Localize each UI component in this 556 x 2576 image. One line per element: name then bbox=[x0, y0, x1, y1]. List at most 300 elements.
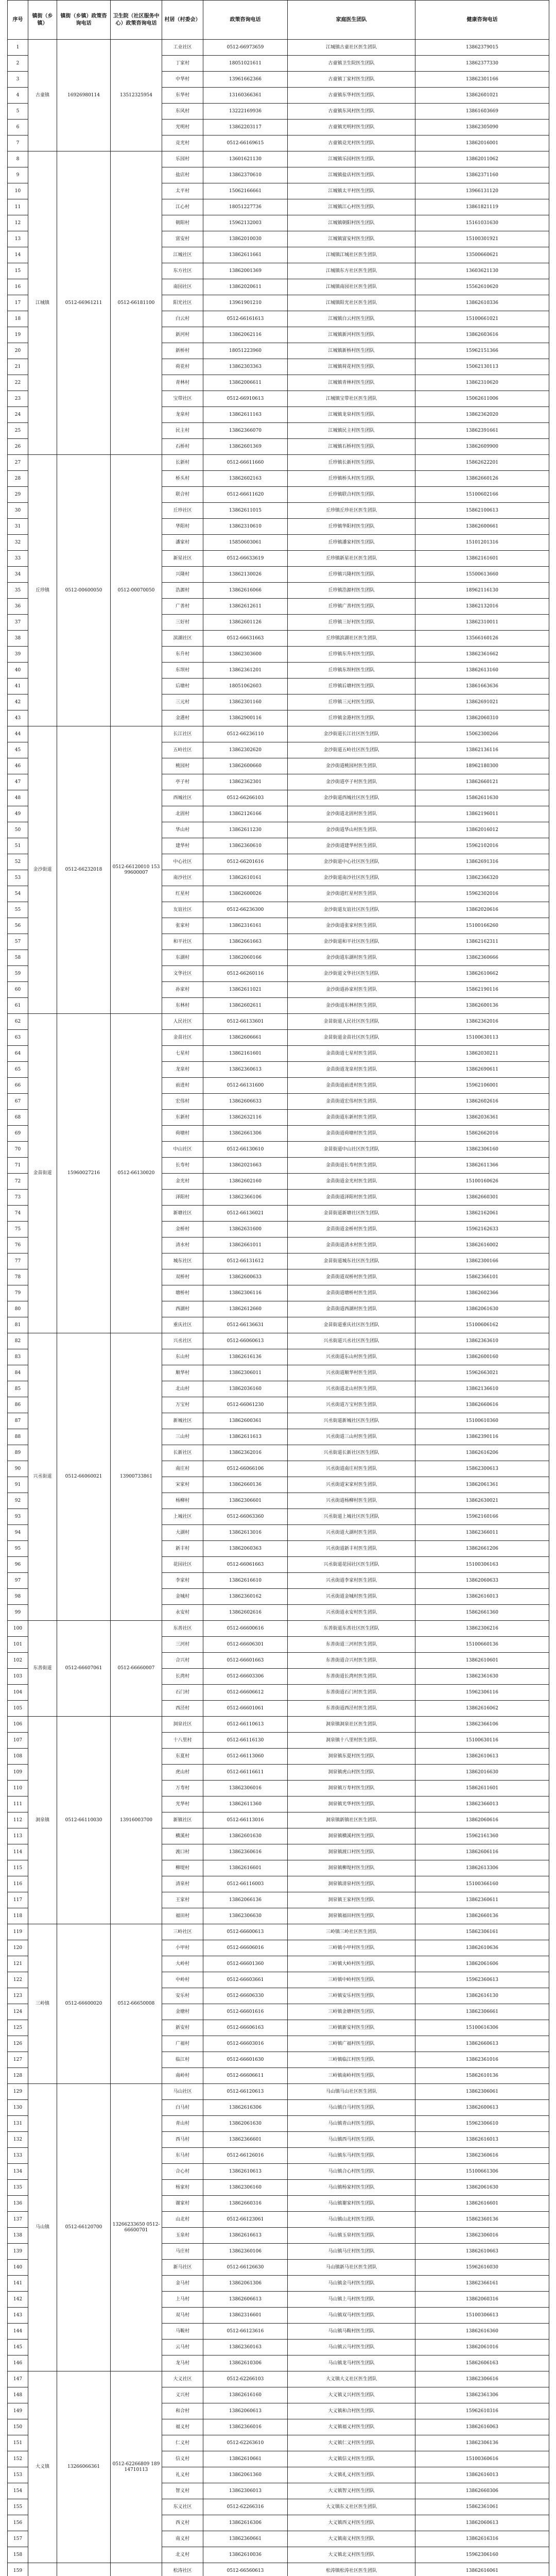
doctor-team: 江城镇龙泉村医生团队 bbox=[288, 407, 415, 423]
village-phone: 13961901210 bbox=[203, 295, 288, 311]
doctor-team: 金沙街道桃园村医生团队 bbox=[288, 758, 415, 774]
health-phone: 13862306160 bbox=[415, 1142, 549, 1158]
village-phone: 0512-66060613 bbox=[203, 1333, 288, 1349]
village-name: 东林村 bbox=[162, 998, 203, 1014]
row-index: 74 bbox=[8, 1206, 28, 1222]
village-name: 东风村 bbox=[162, 104, 203, 120]
row-index: 157 bbox=[8, 2531, 28, 2547]
village-name: 渡口村 bbox=[162, 1844, 203, 1860]
row-index: 64 bbox=[8, 1046, 28, 1062]
health-phone: 13862616063 bbox=[415, 2419, 549, 2435]
row-index: 122 bbox=[8, 1972, 28, 1988]
row-index: 130 bbox=[8, 2100, 28, 2116]
town-phone bbox=[57, 2563, 111, 2576]
village-name: 华阳村 bbox=[162, 519, 203, 535]
row-index: 85 bbox=[8, 1381, 28, 1397]
health-phone: 13862162311 bbox=[415, 934, 549, 950]
village-name: 前进村 bbox=[162, 1078, 203, 1094]
doctor-team: 金苗街道金苗社区医生团队 bbox=[288, 1030, 415, 1046]
row-index: 106 bbox=[8, 1717, 28, 1733]
village-phone: 0512-66606163 bbox=[203, 2020, 288, 2036]
health-phone: 15962106001 bbox=[415, 1078, 549, 1094]
village-name: 洞泉社区 bbox=[162, 1717, 203, 1733]
village-name: 马鞍村 bbox=[162, 2324, 203, 2340]
row-index: 13 bbox=[8, 231, 28, 247]
health-phone: 13861603669 bbox=[415, 104, 549, 120]
doctor-team: 大义镇大义社区医生团队 bbox=[288, 2371, 415, 2387]
village-phone: 13862303600 bbox=[203, 647, 288, 663]
doctor-team: 金苗街道双桥村医生团队 bbox=[288, 1269, 415, 1285]
row-index: 51 bbox=[8, 838, 28, 854]
row-index: 49 bbox=[8, 806, 28, 822]
village-name: 光明村 bbox=[162, 120, 203, 135]
health-phone: 15100301921 bbox=[415, 231, 549, 247]
row-index: 141 bbox=[8, 2276, 28, 2292]
village-name: 双马村 bbox=[162, 2308, 203, 2324]
village-phone: 0512-66633619 bbox=[203, 551, 288, 567]
village-phone: 0512-66601360 bbox=[203, 1956, 288, 1972]
doctor-team: 丘珍镇三好村医生团队 bbox=[288, 615, 415, 631]
doctor-team: 江城镇石桥村医生团队 bbox=[288, 439, 415, 455]
village-name: 民主村 bbox=[162, 423, 203, 439]
health-phone: 13862366320 bbox=[415, 870, 549, 886]
village-name: 城东社区 bbox=[162, 1253, 203, 1269]
row-index: 21 bbox=[8, 359, 28, 375]
doctor-team: 古童镇竞光村医生团队 bbox=[288, 135, 415, 151]
row-index: 12 bbox=[8, 215, 28, 231]
clinic-phone: 0512-62266809 18914710113 bbox=[111, 2371, 162, 2563]
health-phone: 13862136116 bbox=[415, 742, 549, 758]
doctor-team: 金苗街道前进村医生团队 bbox=[288, 1078, 415, 1094]
doctor-team: 金沙街道五岭社区医生团队 bbox=[288, 742, 415, 758]
doctor-team: 金沙街道亭子村医生团队 bbox=[288, 774, 415, 790]
village-phone: 13862360610 bbox=[203, 838, 288, 854]
doctor-team: 金苗街道七星村医生团队 bbox=[288, 1046, 415, 1062]
health-phone: 13862616130 bbox=[415, 1988, 549, 2004]
village-name: 石桥村 bbox=[162, 439, 203, 455]
health-phone: 13862061630 bbox=[415, 2180, 549, 2196]
doctor-team: 兴丞街道花园社区医生团队 bbox=[288, 1557, 415, 1573]
doctor-team: 金沙街道文华社区医生团队 bbox=[288, 966, 415, 982]
health-phone: 15962616030 bbox=[415, 2260, 549, 2276]
doctor-team: 大义镇东义社区医生团队 bbox=[288, 2499, 415, 2515]
health-phone: 15100660136 bbox=[415, 1637, 549, 1653]
village-name: 南园社区 bbox=[162, 279, 203, 295]
health-phone: 15562610620 bbox=[415, 279, 549, 295]
village-name: 中山社区 bbox=[162, 1142, 203, 1158]
village-name: 清水村 bbox=[162, 1238, 203, 1253]
health-phone: 15100630116 bbox=[415, 1733, 549, 1749]
village-name: 红星村 bbox=[162, 886, 203, 902]
row-index: 101 bbox=[8, 1637, 28, 1653]
health-phone: 15100306163 bbox=[415, 1557, 549, 1573]
health-phone: 13862660136 bbox=[415, 1908, 549, 1924]
village-phone: 0512-66603306 bbox=[203, 1669, 288, 1685]
row-index: 90 bbox=[8, 1461, 28, 1477]
doctor-team: 金苗街道泽阳村医生团队 bbox=[288, 1190, 415, 1206]
village-phone: 13862610161 bbox=[203, 870, 288, 886]
row-index: 47 bbox=[8, 774, 28, 790]
village-phone: 0512-66131612 bbox=[203, 1253, 288, 1269]
row-index: 137 bbox=[8, 2212, 28, 2228]
clinic-phone: 0512-66181100 bbox=[111, 151, 162, 455]
health-phone: 13862360616 bbox=[415, 2148, 549, 2164]
village-name: 荷花村 bbox=[162, 359, 203, 375]
row-index: 107 bbox=[8, 1733, 28, 1749]
town-name: 金苗街道 bbox=[28, 1014, 57, 1333]
village-name: 金苗社区 bbox=[162, 1030, 203, 1046]
health-phone: 15862190116 bbox=[415, 982, 549, 998]
row-index: 38 bbox=[8, 631, 28, 647]
doctor-team: 洞泉镇柳堤村医生团队 bbox=[288, 1860, 415, 1876]
health-phone: 13862690611 bbox=[415, 1062, 549, 1078]
health-phone: 13862601021 bbox=[415, 88, 549, 104]
health-phone: 13862361662 bbox=[415, 647, 549, 663]
row-index: 158 bbox=[8, 2547, 28, 2563]
village-phone: 13862661663 bbox=[203, 934, 288, 950]
doctor-team: 马山镇谢家村医生团队 bbox=[288, 2196, 415, 2212]
contact-table bbox=[7, 0, 549, 2576]
row-index: 121 bbox=[8, 1956, 28, 1972]
clinic-phone: 0512-66120010 15399600007 bbox=[111, 726, 162, 1014]
row-index: 15 bbox=[8, 263, 28, 279]
village-name: 智义村 bbox=[162, 2483, 203, 2499]
village-name: 王家村 bbox=[162, 1892, 203, 1908]
village-name: 太平村 bbox=[162, 183, 203, 199]
doctor-team: 丘珍镇新星社区医生团队 bbox=[288, 551, 415, 567]
village-name: 浩源村 bbox=[162, 583, 203, 599]
village-name: 乐园村 bbox=[162, 151, 203, 167]
village-name: 花园社区 bbox=[162, 1557, 203, 1573]
village-name: 人民社区 bbox=[162, 1014, 203, 1030]
health-phone: 13862361306 bbox=[415, 2387, 549, 2403]
town-name: 三岭镇 bbox=[28, 1924, 57, 2084]
health-phone: 13862060310 bbox=[415, 710, 549, 726]
health-phone: 13862306061 bbox=[415, 2084, 549, 2100]
village-phone: 15962132003 bbox=[203, 215, 288, 231]
health-phone: 15862360136 bbox=[415, 2212, 549, 2228]
village-name: 长江社区 bbox=[162, 726, 203, 742]
row-index: 152 bbox=[8, 2451, 28, 2467]
doctor-team: 松涛镇松涛社区医生团队 bbox=[288, 2563, 415, 2576]
village-name: 东湖村 bbox=[162, 950, 203, 966]
health-phone: 13862600136 bbox=[415, 998, 549, 1014]
doctor-team: 江城镇阳光社区医生团队 bbox=[288, 295, 415, 311]
health-phone: 13861821119 bbox=[415, 199, 549, 215]
doctor-team: 江城镇民主村医生团队 bbox=[288, 423, 415, 439]
village-phone: 13862602160 bbox=[203, 1174, 288, 1190]
row-index: 18 bbox=[8, 311, 28, 327]
clinic-phone: 13512325954 bbox=[111, 40, 162, 151]
doctor-team: 洞泉镇洞泉社区医生团队 bbox=[288, 1717, 415, 1733]
health-phone: 13603621130 bbox=[415, 263, 549, 279]
row-index: 62 bbox=[8, 1014, 28, 1030]
doctor-team: 金苗街道东新村医生团队 bbox=[288, 1110, 415, 1126]
row-index: 118 bbox=[8, 1908, 28, 1924]
row-index: 42 bbox=[8, 694, 28, 710]
health-phone: 13862060316 bbox=[415, 2292, 549, 2308]
doctor-team: 丘珍镇浩源村医生团队 bbox=[288, 583, 415, 599]
row-index: 39 bbox=[8, 647, 28, 663]
doctor-team: 江城镇古童社区医生团队 bbox=[288, 40, 415, 56]
health-phone: 15962161360 bbox=[415, 1828, 549, 1844]
village-phone: 18051227736 bbox=[203, 199, 288, 215]
village-phone: 13961662366 bbox=[203, 72, 288, 88]
doctor-team: 金沙街道东湖村医生团队 bbox=[288, 950, 415, 966]
clinic-phone: 13266233650 0512-66600701 bbox=[111, 2084, 162, 2371]
village-name: 十八里村 bbox=[162, 1733, 203, 1749]
village-phone: 13862306116 bbox=[203, 1285, 288, 1301]
doctor-team: 大义镇北义村医生团队 bbox=[288, 2547, 415, 2563]
village-name: 谢家村 bbox=[162, 2196, 203, 2212]
row-index: 131 bbox=[8, 2116, 28, 2132]
village-phone: 13862613016 bbox=[203, 1525, 288, 1541]
village-phone: 0512-66603016 bbox=[203, 2036, 288, 2052]
village-phone: 13862616136 bbox=[203, 1349, 288, 1365]
village-phone: 13862611360 bbox=[203, 1797, 288, 1812]
row-index: 145 bbox=[8, 2340, 28, 2355]
town-name bbox=[28, 2563, 57, 2576]
row-index: 76 bbox=[8, 1238, 28, 1253]
row-index: 88 bbox=[8, 1429, 28, 1445]
health-phone: 13862610662 bbox=[415, 966, 549, 982]
village-phone: 13862606613 bbox=[203, 2292, 288, 2308]
village-phone: 0512-66169615 bbox=[203, 135, 288, 151]
row-index: 119 bbox=[8, 1924, 28, 1940]
health-phone: 13862161601 bbox=[415, 551, 549, 567]
village-phone: 0512-66063360 bbox=[203, 1509, 288, 1525]
doctor-team: 兴丞街道兴丞社区医生团队 bbox=[288, 1333, 415, 1349]
village-name: 金城村 bbox=[162, 1589, 203, 1605]
health-phone: 15862662016 bbox=[415, 1126, 549, 1142]
health-phone: 15962360613 bbox=[415, 1972, 549, 1988]
health-phone: 13862616601 bbox=[415, 2196, 549, 2212]
doctor-team: 丘珍镇滨湖社区医生团队 bbox=[288, 631, 415, 647]
village-name: 新镇社区 bbox=[162, 1812, 203, 1828]
village-name: 东善社区 bbox=[162, 1621, 203, 1637]
village-phone: 0512-62266316 bbox=[203, 2499, 288, 2515]
doctor-team: 兴丞街道宋家村医生团队 bbox=[288, 1477, 415, 1493]
village-phone: 13862060166 bbox=[203, 950, 288, 966]
village-phone: 18051062603 bbox=[203, 679, 288, 694]
village-phone: 13862366106 bbox=[203, 1190, 288, 1206]
health-phone: 15862306161 bbox=[415, 1924, 549, 1940]
row-index: 105 bbox=[8, 1701, 28, 1717]
table-row bbox=[8, 726, 549, 742]
row-index: 77 bbox=[8, 1253, 28, 1269]
health-phone: 13862660301 bbox=[415, 1190, 549, 1206]
table-row bbox=[8, 1333, 549, 1349]
health-phone: 18962180300 bbox=[415, 758, 549, 774]
town-phone: 0512-00600050 bbox=[57, 455, 111, 726]
village-phone: 0512-66910613 bbox=[203, 391, 288, 407]
village-phone: 13862611021 bbox=[203, 982, 288, 998]
row-index: 11 bbox=[8, 199, 28, 215]
health-phone: 13862310620 bbox=[415, 375, 549, 391]
village-name: 长寿村 bbox=[162, 1158, 203, 1174]
doctor-team: 江城镇白云村医生团队 bbox=[288, 311, 415, 327]
doctor-team: 马山镇云马村医生团队 bbox=[288, 2340, 415, 2355]
village-name: 南沙社区 bbox=[162, 870, 203, 886]
doctor-team: 兴丞街道大湖村医生团队 bbox=[288, 1525, 415, 1541]
row-index: 126 bbox=[8, 2036, 28, 2052]
doctor-team: 金苗街道人民社区医生团队 bbox=[288, 1014, 415, 1030]
health-phone: 15962160166 bbox=[415, 1509, 549, 1525]
town-name: 古童镇 bbox=[28, 40, 57, 151]
health-phone: 13862616206 bbox=[415, 1445, 549, 1461]
village-name: 杨家村 bbox=[162, 2180, 203, 2196]
health-phone: 13862613160 bbox=[415, 663, 549, 679]
health-phone: 13862600613 bbox=[415, 2100, 549, 2116]
village-name: 东华村 bbox=[162, 88, 203, 104]
row-index: 50 bbox=[8, 822, 28, 838]
doctor-team: 金苗街道西湖村医生团队 bbox=[288, 1301, 415, 1317]
health-phone: 13862616013 bbox=[415, 2132, 549, 2148]
village-phone: 0512-66603661 bbox=[203, 1972, 288, 1988]
village-name: 三元村 bbox=[162, 694, 203, 710]
village-phone: 0512-66113016 bbox=[203, 1812, 288, 1828]
village-phone: 13862021663 bbox=[203, 1158, 288, 1174]
doctor-team: 江城镇荷花村医生团队 bbox=[288, 359, 415, 375]
row-index: 28 bbox=[8, 471, 28, 487]
doctor-team: 丘珍镇广善村医生团队 bbox=[288, 599, 415, 615]
doctor-team: 江城镇南园社区医生团队 bbox=[288, 279, 415, 295]
village-phone: 13862060363 bbox=[203, 1541, 288, 1557]
row-index: 80 bbox=[8, 1301, 28, 1317]
row-index: 5 bbox=[8, 104, 28, 120]
village-name: 松涛社区 bbox=[162, 2563, 203, 2576]
doctor-team: 马山镇白马村医生团队 bbox=[288, 2100, 415, 2116]
doctor-team: 金沙街道和平社区医生团队 bbox=[288, 934, 415, 950]
row-index: 41 bbox=[8, 679, 28, 694]
village-name: 清泉村 bbox=[162, 1876, 203, 1892]
health-phone: 15862300613 bbox=[415, 1461, 549, 1477]
doctor-team: 东善街道石门村医生团队 bbox=[288, 1685, 415, 1701]
village-name: 南义村 bbox=[162, 2531, 203, 2547]
row-index: 17 bbox=[8, 295, 28, 311]
clinic-phone: 0512-00070050 bbox=[111, 455, 162, 726]
health-phone: 15100661021 bbox=[415, 311, 549, 327]
row-index: 65 bbox=[8, 1062, 28, 1078]
village-phone: 0512-66116003 bbox=[203, 1876, 288, 1892]
village-phone: 13862616066 bbox=[203, 583, 288, 599]
village-phone: 13862611230 bbox=[203, 822, 288, 838]
village-phone: 13862610036 bbox=[203, 2547, 288, 2563]
row-index: 20 bbox=[8, 343, 28, 359]
row-index: 27 bbox=[8, 455, 28, 471]
village-phone: 13862301160 bbox=[203, 694, 288, 710]
village-phone: 13862062116 bbox=[203, 327, 288, 343]
health-phone: 15962306160 bbox=[415, 2547, 549, 2563]
doctor-team: 金沙街道张家村医生团队 bbox=[288, 918, 415, 934]
health-phone: 13862306136 bbox=[415, 2435, 549, 2451]
village-name: 新塘社区 bbox=[162, 1206, 203, 1222]
clinic-phone: 0512-66650008 bbox=[111, 1924, 162, 2084]
health-phone: 13862016012 bbox=[415, 822, 549, 838]
row-index: 98 bbox=[8, 1589, 28, 1605]
village-name: 石门村 bbox=[162, 1685, 203, 1701]
village-name: 青林村 bbox=[162, 375, 203, 391]
row-index: 93 bbox=[8, 1509, 28, 1525]
doctor-team: 洞泉镇万寿村医生团队 bbox=[288, 1781, 415, 1797]
health-phone: 13862060613 bbox=[415, 2515, 549, 2531]
doctor-team: 洞泉镇新镇社区医生团队 bbox=[288, 1812, 415, 1828]
doctor-team: 大义镇仁义村医生团队 bbox=[288, 2435, 415, 2451]
doctor-team: 洞泉镇福田村医生团队 bbox=[288, 1908, 415, 1924]
row-index: 25 bbox=[8, 423, 28, 439]
doctor-team: 丘珍镇兴隆村医生团队 bbox=[288, 567, 415, 583]
health-phone: 13862011062 bbox=[415, 151, 549, 167]
row-index: 16 bbox=[8, 279, 28, 295]
village-phone: 13862306016 bbox=[203, 1781, 288, 1797]
row-index: 1 bbox=[8, 40, 28, 56]
row-index: 150 bbox=[8, 2419, 28, 2435]
doctor-team: 三岭镇中岭村医生团队 bbox=[288, 1972, 415, 1988]
village-name: 三山村 bbox=[162, 1429, 203, 1445]
village-name: 后塘村 bbox=[162, 679, 203, 694]
health-phone: 13862611366 bbox=[415, 1158, 549, 1174]
header-clinic-phone: 卫生院（社区服务中心）政策咨询电话 bbox=[111, 1, 162, 40]
row-index: 113 bbox=[8, 1828, 28, 1844]
health-phone: 13862610663 bbox=[415, 2244, 549, 2260]
health-phone: 13862310011 bbox=[415, 615, 549, 631]
doctor-team: 丘珍镇桥头村医生团队 bbox=[288, 471, 415, 487]
health-phone: 13862616002 bbox=[415, 1238, 549, 1253]
village-phone: 0512-66120613 bbox=[203, 2084, 288, 2100]
doctor-team: 马山镇西马村医生团队 bbox=[288, 2132, 415, 2148]
row-index: 100 bbox=[8, 1621, 28, 1637]
doctor-team: 江城镇宝带社区医生团队 bbox=[288, 391, 415, 407]
town-name: 丘珍镇 bbox=[28, 455, 57, 726]
village-name: 光华村 bbox=[162, 1797, 203, 1812]
health-phone: 15862361061 bbox=[415, 2499, 549, 2515]
village-phone: 13862360616 bbox=[203, 1844, 288, 1860]
village-phone: 0512-66116611 bbox=[203, 1765, 288, 1781]
row-index: 31 bbox=[8, 519, 28, 535]
village-phone: 0512-66130610 bbox=[203, 1142, 288, 1158]
doctor-team: 洞泉镇王家村医生团队 bbox=[288, 1892, 415, 1908]
health-phone: 13861663636 bbox=[415, 679, 549, 694]
village-phone: 13862001369 bbox=[203, 263, 288, 279]
village-name: 三好村 bbox=[162, 615, 203, 631]
health-phone: 13862060616 bbox=[415, 1812, 549, 1828]
doctor-team: 金沙街道华山村医生团队 bbox=[288, 822, 415, 838]
header-village: 村居（村委会） bbox=[162, 1, 203, 40]
village-phone: 13862610661 bbox=[203, 2451, 288, 2467]
doctor-team: 大义镇礼义村医生团队 bbox=[288, 2467, 415, 2483]
doctor-team: 大义镇南义村医生团队 bbox=[288, 2531, 415, 2547]
village-phone: 13862061306 bbox=[203, 2276, 288, 2292]
village-phone: 0512-66606611 bbox=[203, 2068, 288, 2084]
health-phone: 13862660306 bbox=[415, 2483, 549, 2499]
row-index: 54 bbox=[8, 886, 28, 902]
doctor-team: 金苗街道城东社区医生团队 bbox=[288, 1253, 415, 1269]
village-phone: 13601621130 bbox=[203, 151, 288, 167]
health-phone: 15100602166 bbox=[415, 487, 549, 503]
village-phone: 13862306601 bbox=[203, 1493, 288, 1509]
health-phone: 13862602366 bbox=[415, 1285, 549, 1301]
doctor-team: 兴丞街道李家村医生团队 bbox=[288, 1573, 415, 1589]
doctor-team: 江城镇盐店村医生团队 bbox=[288, 167, 415, 183]
village-phone: 13862611163 bbox=[203, 407, 288, 423]
health-phone: 13862600661 bbox=[415, 519, 549, 535]
doctor-team: 江城镇东方社区医生团队 bbox=[288, 263, 415, 279]
village-phone: 0512-66601630 bbox=[203, 2052, 288, 2068]
town-phone: 0512-66120700 bbox=[57, 2084, 111, 2371]
village-phone: 0512-66236300 bbox=[203, 902, 288, 918]
health-phone: 13862362016 bbox=[415, 1014, 549, 1030]
village-name: 金马村 bbox=[162, 2276, 203, 2292]
